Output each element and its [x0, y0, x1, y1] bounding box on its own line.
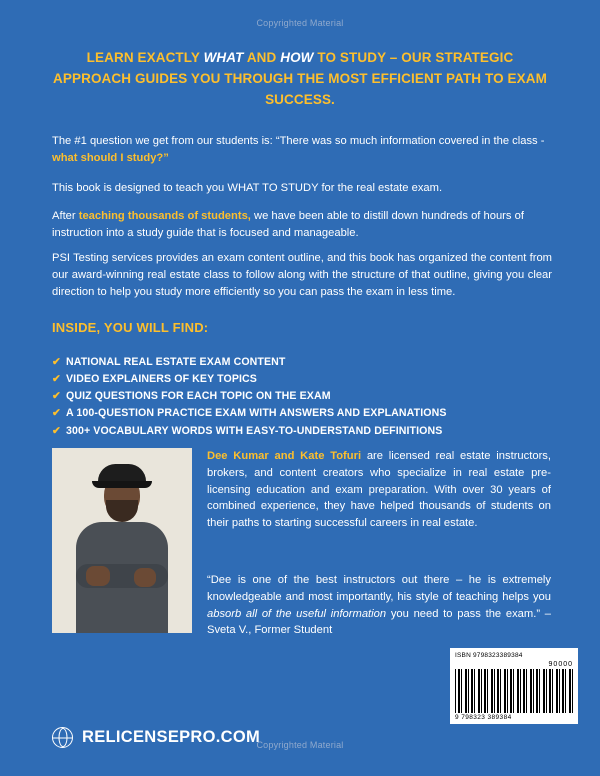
list-item	[52, 405, 552, 422]
testimonial-quote	[207, 572, 551, 639]
photo-hand-left	[86, 566, 110, 586]
paragraph-experience-lead: After	[52, 210, 79, 222]
paragraph-question-text: The #1 question we get from our students is: “There was so much information covered in the class -	[52, 135, 545, 147]
check-icon: ✔	[52, 373, 61, 386]
paragraph-psi-outline	[52, 250, 552, 300]
list-item	[52, 388, 552, 405]
list-item	[52, 354, 552, 371]
list-item-label: A 100-QUESTION PRACTICE EXAM WITH ANSWERS AND EXPLANATIONS	[65, 407, 447, 420]
check-icon: ✔	[52, 424, 61, 437]
check-icon: ✔	[52, 356, 61, 368]
author-bio-text: are licensed real estate instructors, brokers, and content creators who specialize in real estate pre-licensing education and exam preparation. With over 30 years of combined experience, they have helped thousands of students on their paths to starting successful careers in real estate.	[207, 450, 551, 530]
list-item-label: QUIZ QUESTIONS FOR EACH TOPIC ON THE EXAM	[65, 390, 331, 403]
paragraph-experience-highlight: teaching thousands of students,	[78, 210, 251, 222]
photo-hand-right	[134, 568, 156, 587]
headline-and: AND	[243, 50, 281, 65]
list-item-label: NATIONAL REAL ESTATE EXAM CONTENT	[65, 356, 286, 368]
barcode-icon	[455, 669, 573, 713]
paragraph-purpose	[52, 180, 552, 197]
quote-part1: “Dee is one of the best instructors out there – he is extremely knowledgeable and most importantly, his style of teaching helps you	[207, 574, 551, 603]
quote-part2: you need to pass the exam.” – Sveta V., Former Student	[207, 607, 551, 637]
headline-part2: TO STUDY – OUR STRATEGIC APPROACH GUIDES YOU THROUGH THE MOST EFFICIENT PATH TO EXAM SUCCESS.	[53, 50, 547, 107]
author-bio	[207, 448, 551, 532]
copyright-notice-top: Copyrighted Material	[256, 18, 344, 28]
paragraph-experience-rest: we have been able to distill down hundreds of hours of instruction into a study guide that is focused and manageable.	[52, 210, 524, 239]
headline-part1: LEARN EXACTLY	[86, 50, 204, 65]
feature-list	[52, 354, 552, 440]
check-icon: ✔	[52, 390, 61, 403]
headline-what: WHAT	[203, 50, 244, 65]
paragraph-question-highlight: what should I study?”	[52, 151, 169, 164]
quote-emphasis: absorb all of the useful information	[207, 607, 387, 620]
list-item-label: 300+ VOCABULARY WORDS WITH EASY-TO-UNDERSTAND DEFINITIONS	[65, 424, 443, 437]
isbn-barcode-block	[450, 648, 578, 724]
isbn-label: ISBN 9798323389384	[455, 652, 523, 659]
author-photo	[52, 448, 192, 633]
headline-how: HOW	[280, 50, 314, 65]
paragraph-purpose-text: This book is designed to teach you WHAT TO STUDY for the real estate exam.	[52, 182, 443, 194]
list-item	[52, 371, 552, 388]
list-item	[52, 423, 552, 440]
paragraph-question	[52, 133, 552, 167]
isbn-price-code: 90000	[548, 661, 573, 668]
author-names: Dee Kumar and Kate Tofuri	[207, 450, 362, 462]
paragraph-experience	[52, 208, 552, 242]
inside-section-title: INSIDE, YOU WILL FIND:	[52, 320, 209, 335]
isbn-digits: 9 798323 389384	[455, 714, 512, 721]
copyright-notice-bottom: Copyrighted Material	[256, 740, 344, 750]
brand-url[interactable]: RELICENSEPRO.COM	[82, 728, 261, 746]
check-icon: ✔	[52, 407, 61, 420]
list-item-label: VIDEO EXPLAINERS OF KEY TOPICS	[65, 373, 257, 386]
photo-cap-brim	[92, 481, 152, 488]
headline	[50, 48, 550, 111]
paragraph-psi-text: PSI Testing services provides an exam content outline, and this book has organized the content from our award-winning real estate class to follow along with the structure of that outline, giving you clear direction to help you study more efficiently so you can pass the exam in less time.	[52, 252, 552, 298]
